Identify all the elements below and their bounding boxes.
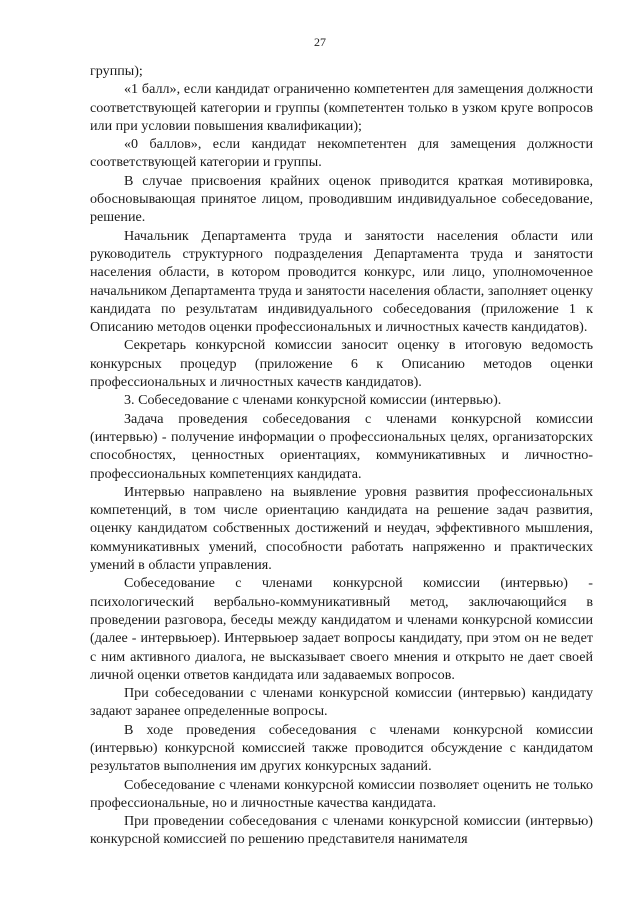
paragraph: группы); xyxy=(90,63,143,79)
paragraph: В случае присвоения крайних оценок приводится краткая мотивировка, обосновывающая принятое лицом, проводившим индивидуальное собеседование, решение. xyxy=(90,172,593,226)
paragraph: При собеседовании с членами конкурсной комиссии (интервью) кандидату задают заранее определенные вопросы. xyxy=(90,685,593,720)
section-heading: 3. Собеседование с членами конкурсной комиссии (интервью). xyxy=(124,392,502,409)
paragraph: Секретарь конкурсной комиссии заносит оценку в итоговую ведомость конкурсных процедур (приложение 6 к Описанию методов оценки профессиональных и личностных качеств кандидатов). xyxy=(90,337,593,391)
document-body xyxy=(90,62,593,849)
paragraph: «1 балл», если кандидат ограниченно компетентен для замещения должности соответствующей категории и группы (компетентен только в узком круге вопросов или при условии повышения квалификации); xyxy=(90,81,593,134)
paragraph: Задача проведения собеседования с членами конкурсной комиссии (интервью) - получение информации о профессиональных целях, организаторских способностях, ценностных ориентациях, коммуникативных и личностно-профессиональных компетенциях кандидата. xyxy=(90,410,593,482)
paragraph: Начальник Департамента труда и занятости населения области или руководитель структурного подразделения Департамента труда и занятости населения области, в котором проводится конкурс, или лицо, уполномоченное начальником Департамента труда и занятости населения области, заполняет оценку кандидата по результатам индивидуального собеседования (приложение 1 к Описанию методов оценки профессиональных и личностных качеств кандидатов). xyxy=(90,227,593,336)
page-number: 27 xyxy=(314,35,326,49)
paragraph: Интервью направлено на выявление уровня развития профессиональных компетенций, в том числе ориентацию кандидата на решение задач развития, оценку кандидатом собственных достижений и неудач, эффективного мышления, коммуникативных умений, способности работать напряженно и практических умений в области управления. xyxy=(90,483,593,574)
paragraph: Собеседование с членами конкурсной комиссии позволяет оценить не только профессиональные, но и личностные качества кандидата. xyxy=(90,776,593,811)
paragraph: При проведении собеседования с членами конкурсной комиссии (интервью) конкурсной комиссией по решению представителя нанимателя xyxy=(90,813,593,848)
paragraph: Собеседование с членами конкурсной комиссии (интервью) - психологический вербально-коммуникативный метод, заключающийся в проведении разговора, беседы между кандидатом и членами конкурсной комиссии (далее - интервьюер). Интервьюер задает вопросы кандидату, при этом он не ведет с ним активного диалога, не высказывает своего мнения и открыто не дает своей личной оценки ответов кандидата или задаваемых вопросов. xyxy=(90,575,593,683)
paragraph: «0 баллов», если кандидат некомпетентен для замещения должности соответствующей категории и группы. xyxy=(90,136,593,171)
paragraph: В ходе проведения собеседования с членами конкурсной комиссии (интервью) конкурсной комиссией также проводится обсуждение с кандидатом результатов выполнения им других конкурсных заданий. xyxy=(90,721,593,775)
